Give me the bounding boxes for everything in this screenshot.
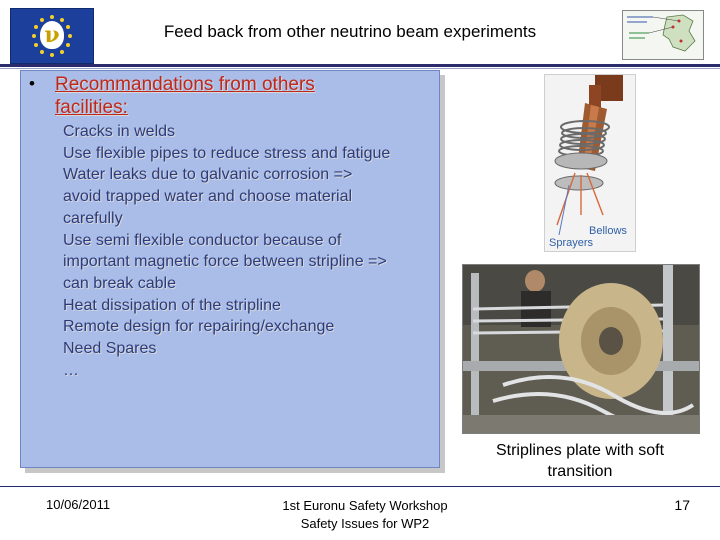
bellows-diagram-image [544, 74, 636, 252]
list-item: Need Spares [63, 340, 157, 358]
page-number: 17 [674, 497, 690, 513]
list-item: Water leaks due to galvanic corrosion => [63, 166, 353, 184]
striplines-plate-photo [462, 264, 700, 434]
list-item: Heat dissipation of the stripline [63, 296, 281, 314]
footer-event [230, 497, 500, 533]
footer-event-line1: 1st Euronu Safety Workshop [282, 498, 448, 513]
list-item: Use flexible pipes to reduce stress and fatigue [63, 144, 391, 162]
header-divider [0, 64, 720, 67]
header-divider-thin [0, 68, 720, 69]
list-item: can break cable [63, 274, 176, 292]
photo-caption: Striplines plate with soft transition [495, 442, 665, 480]
list-item: important magnetic force between stripline => [63, 253, 387, 271]
neutrino-logo-icon: ν [40, 21, 64, 49]
list-item: Use semi flexible conductor because of [63, 231, 342, 249]
list-item: avoid trapped water and choose material [63, 188, 353, 206]
slide-title: Feed back from other neutrino beam experiments [163, 22, 537, 41]
bellows-label: Bellows [589, 225, 627, 237]
sprayers-label: Sprayers [549, 237, 594, 249]
list-item: … [63, 361, 79, 379]
europe-map-thumbnail [622, 10, 704, 60]
list-item: carefully [63, 209, 123, 227]
bullet-marker: • [29, 74, 35, 93]
list-item: Remote design for repairing/exchange [63, 318, 335, 336]
recommendations-box [20, 70, 440, 468]
footer-divider [0, 486, 720, 487]
footer-date: 10/06/2011 [46, 497, 111, 512]
recommendations-heading: Recommandations from others facilities: [55, 74, 315, 118]
eu-flag-logo [10, 8, 94, 64]
lab-photo-icon [463, 265, 699, 433]
recommendations-list [63, 121, 439, 381]
footer-event-line2: Safety Issues for WP2 [300, 516, 430, 531]
list-item: Cracks in welds [63, 123, 176, 140]
map-icon [623, 11, 703, 59]
